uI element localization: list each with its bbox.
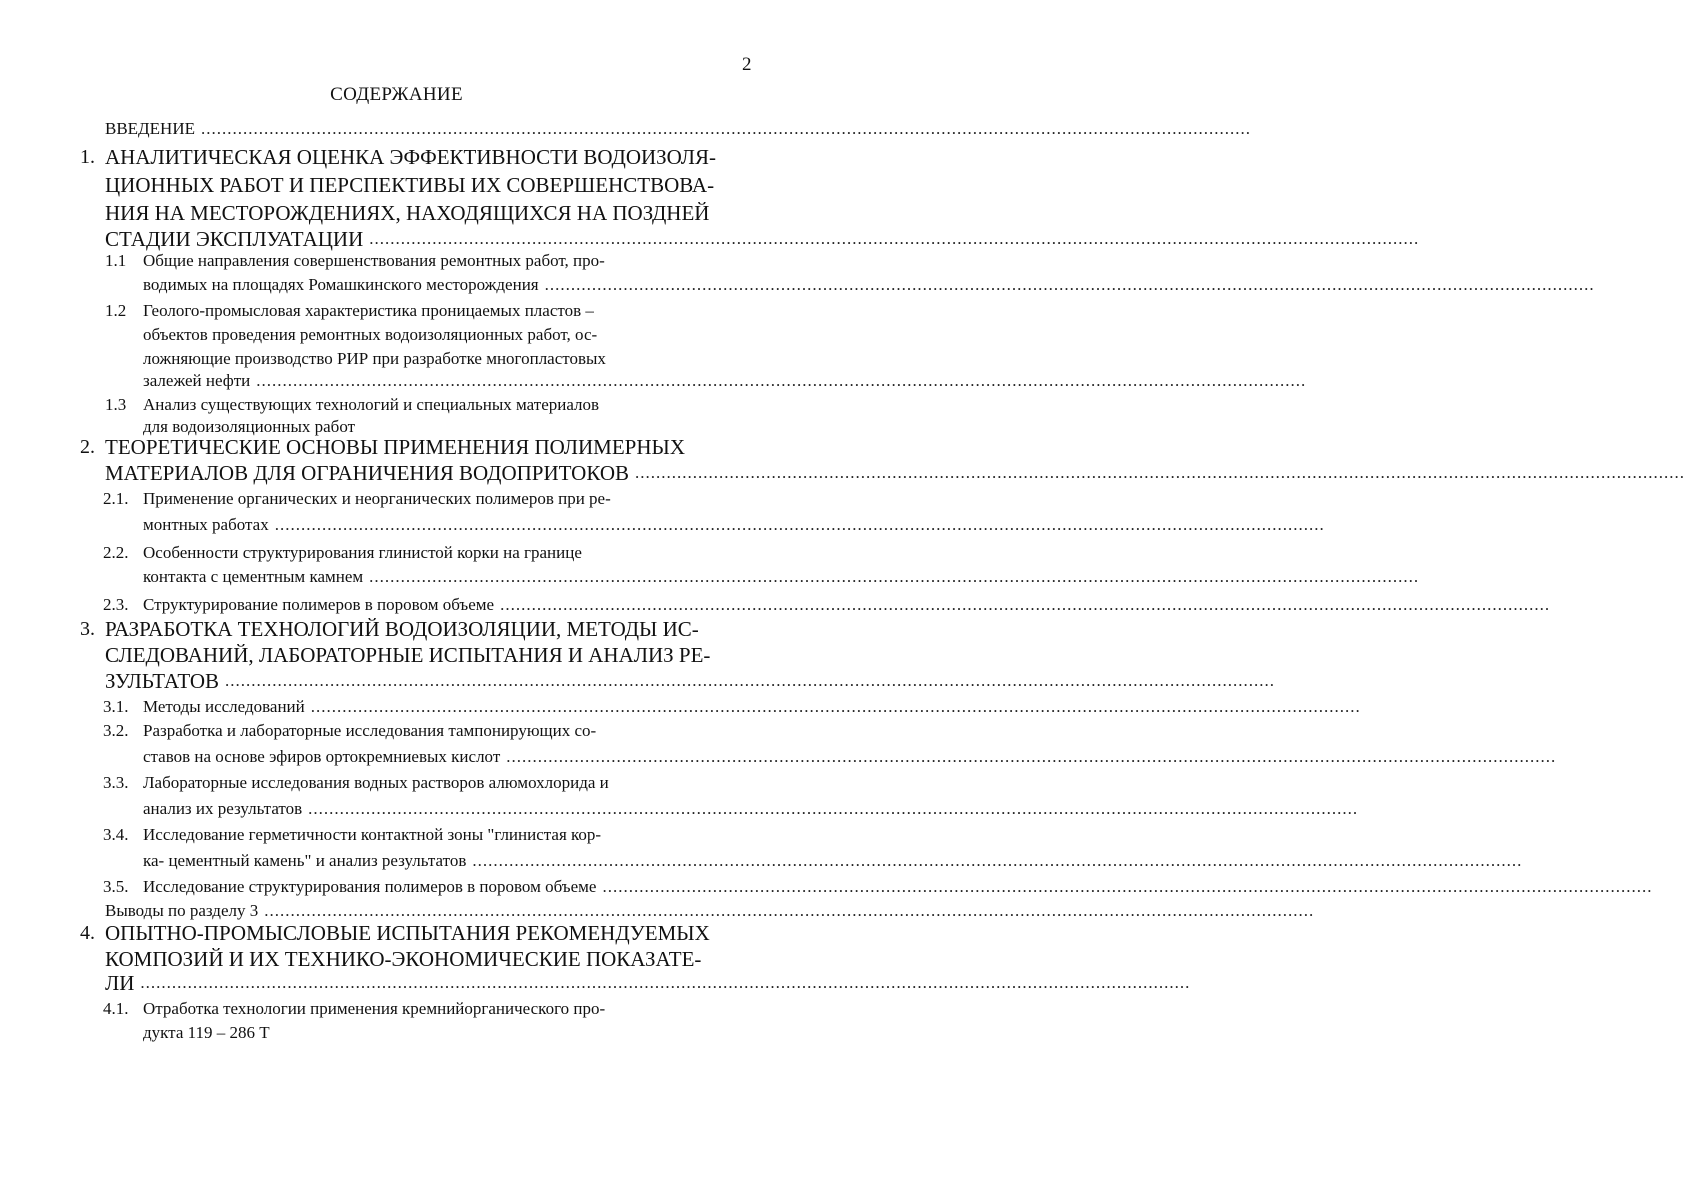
toc-entry-line: залежей нефти <box>143 371 251 390</box>
toc-entry-line: СЛЕДОВАНИЙ, ЛАБОРАТОРНЫЕ ИСПЫТАНИЯ И АНАЛИЗ РЕ- <box>105 643 711 667</box>
toc-entry-number: 1.1 <box>105 251 127 270</box>
toc-entry-line: монтных работах <box>143 515 269 534</box>
toc-entry-number: 3.3. <box>103 773 129 792</box>
toc-entry-line: АНАЛИТИЧЕСКАЯ ОЦЕНКА ЭФФЕКТИВНОСТИ ВОДОИЗОЛЯ- <box>105 145 717 169</box>
toc-entry-number: 2.2. <box>103 543 129 562</box>
dot-leader: ........................................................................................................................................................................................................ <box>635 463 1685 482</box>
toc-entry-line: Лабораторные исследования водных растворов алюмохлорида и <box>143 773 609 792</box>
toc-entry-line: РАЗРАБОТКА ТЕХНОЛОГИЙ ВОДОИЗОЛЯЦИИ, МЕТОДЫ ИС- <box>105 617 699 641</box>
toc-entry-line: Общие направления совершенствования ремонтных работ, про- <box>143 251 605 270</box>
toc-entry-number: 2.1. <box>103 489 129 508</box>
toc-entry-number: 4.1. <box>103 999 129 1018</box>
dot-leader: ........................................................................................................................................................................................................ <box>200 119 1251 138</box>
dot-leader: ........................................................................................................................................................................................................ <box>506 747 1557 766</box>
toc-entry-line: Применение органических и неорганических полимеров при ре- <box>143 489 611 508</box>
dot-leader: ........................................................................................................................................................................................................ <box>274 515 1325 534</box>
toc-entry-line: объектов проведения ремонтных водоизоляционных работ, ос- <box>143 325 598 344</box>
toc-entry-line: водимых на площадях Ромашкинского месторождения <box>143 275 539 294</box>
dot-leader: ........................................................................................................................................................................................................ <box>369 567 1420 586</box>
toc-entry-number: 1. <box>80 146 95 168</box>
toc-entry-line: Особенности структурирования глинистой корки на границе <box>143 543 582 562</box>
dot-leader: ........................................................................................................................................................................................................ <box>225 671 1276 690</box>
dot-leader: ........................................................................................................................................................................................................ <box>264 901 1315 920</box>
dot-leader: ........................................................................................................................................................................................................ <box>544 275 1595 294</box>
toc-entry-number: 3.4. <box>103 825 129 844</box>
dot-leader: ........................................................................................................................................................................................................ <box>602 877 1653 896</box>
toc-entry-line: Исследование герметичности контактной зоны "глинистая кор- <box>143 825 602 844</box>
dot-leader: ........................................................................................................................................................................................................ <box>369 229 1420 248</box>
toc-entry-line: НИЯ НА МЕСТОРОЖДЕНИЯХ, НАХОДЯЩИХСЯ НА ПОЗДНЕЙ <box>105 201 710 225</box>
dot-leader: ........................................................................................................................................................................................................ <box>256 371 1307 390</box>
toc-entry-line: контакта с цементным камнем <box>143 567 364 586</box>
toc-entry-line: Структурирование полимеров в поровом объеме <box>143 595 495 614</box>
toc-entry-line: ЗУЛЬТАТОВ <box>105 669 220 693</box>
toc-title: СОДЕРЖАНИЕ <box>330 84 463 105</box>
toc-entry-line: дукта 119 – 286 Т <box>143 1023 270 1042</box>
toc-entry-line: ставов на основе эфиров ортокремниевых кислот <box>143 747 501 766</box>
toc-entry-number: 4. <box>80 922 95 944</box>
toc-entry-line: ЛИ <box>105 971 135 995</box>
toc-entry-number: 3.1. <box>103 697 129 716</box>
toc-entry-number: 3.5. <box>103 877 129 896</box>
toc-entry-number: 2. <box>80 436 95 458</box>
toc-entry-line: для водоизоляционных работ <box>143 417 356 436</box>
toc-entry-number: 3. <box>80 618 95 640</box>
toc-entry-number: 2.3. <box>103 595 129 614</box>
dot-leader: ........................................................................................................................................................................................................ <box>310 697 1361 716</box>
dot-leader: ........................................................................................................................................................................................................ <box>308 799 1359 818</box>
toc-entry-line: ТЕОРЕТИЧЕСКИЕ ОСНОВЫ ПРИМЕНЕНИЯ ПОЛИМЕРНЫХ <box>105 435 685 459</box>
dot-leader: ........................................................................................................................................................................................................ <box>472 851 1523 870</box>
toc-entry-line: Отработка технологии применения кремнийорганического про- <box>143 999 606 1018</box>
toc-entry-line: Анализ существующих технологий и специальных материалов <box>143 395 600 414</box>
toc-entry-line: ка- цементный камень" и анализ результатов <box>143 851 467 870</box>
toc-entry-line: КОМПОЗИЙ И ИХ ТЕХНИКО-ЭКОНОМИЧЕСКИЕ ПОКАЗАТЕ- <box>105 947 702 971</box>
toc-entry-line: ЦИОННЫХ РАБОТ И ПЕРСПЕКТИВЫ ИХ СОВЕРШЕНСТВОВА- <box>105 173 715 197</box>
toc-entry-line: Методы исследований <box>143 697 305 716</box>
toc-entry-line: ложняющие производство РИР при разработке многопластовых <box>143 349 606 368</box>
toc-entry-line: ВВЕДЕНИЕ <box>105 119 195 138</box>
toc-entry-line: ОПЫТНО-ПРОМЫСЛОВЫЕ ИСПЫТАНИЯ РЕКОМЕНДУЕМЫХ <box>105 921 710 945</box>
toc-entry-line: Выводы по разделу 3 <box>105 901 259 920</box>
toc-entry-line: Разработка и лабораторные исследования тампонирующих со- <box>143 721 597 740</box>
toc-entry-line: СТАДИИ ЭКСПЛУАТАЦИИ <box>105 227 364 251</box>
page-number: 2 <box>742 54 752 75</box>
dot-leader: ........................................................................................................................................................................................................ <box>140 973 1191 992</box>
dot-leader: ........................................................................................................................................................................................................ <box>500 595 1551 614</box>
toc-entry-line: Геолого-промысловая характеристика проницаемых пластов – <box>143 301 594 320</box>
toc-entry-line: Исследование структурирования полимеров в поровом объеме <box>143 877 597 896</box>
toc-entry-line: МАТЕРИАЛОВ ДЛЯ ОГРАНИЧЕНИЯ ВОДОПРИТОКОВ <box>105 461 630 485</box>
toc-entry-line: анализ их результатов <box>143 799 303 818</box>
toc-entry-number: 1.2 <box>105 301 127 320</box>
toc-entry-number: 1.3 <box>105 395 127 414</box>
toc-entry-number: 3.2. <box>103 721 129 740</box>
